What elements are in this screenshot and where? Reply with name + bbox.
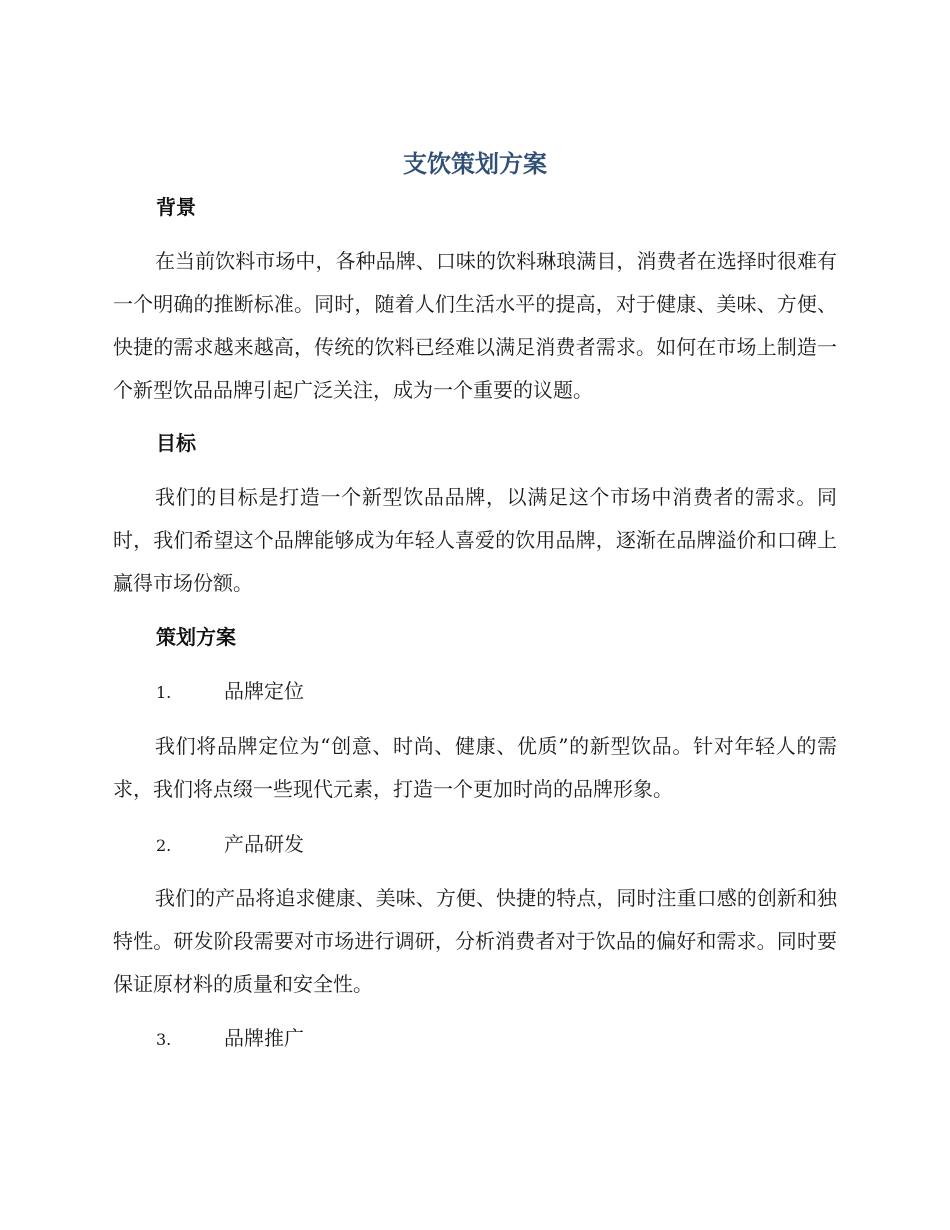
list-number: 1. — [156, 683, 172, 702]
document-title: 支饮策划方案 — [403, 150, 547, 178]
list-item-title: 品牌定位 — [224, 679, 304, 703]
list-item-product-development — [156, 829, 304, 861]
list-number: 3. — [156, 1030, 172, 1049]
paragraph-background: 在当前饮料市场中，各种品牌、口味的饮料琳琅满目，消费者在选择时很难有一个明确的推断标准。同时，随着人们生活水平的提高，对于健康、美味、方便、快捷的需求越来越高，传统的饮料已经难以满足消费者需求。如何在市场上制造一个新型饮品品牌引起广泛关注，成为一个重要的议题。 — [113, 249, 837, 402]
list-number: 2. — [156, 836, 172, 855]
paragraph-goal: 我们的目标是打造一个新型饮品品牌，以满足这个市场中消费者的需求。同时，我们希望这个品牌能够成为年轻人喜爱的饮用品牌，逐渐在品牌溢价和口碑上赢得市场份额。 — [113, 485, 837, 595]
list-item-brand-positioning — [156, 676, 304, 708]
list-item-title: 品牌推广 — [224, 1026, 304, 1050]
heading-plan: 策划方案 — [156, 625, 236, 649]
list-item-brand-promotion — [156, 1023, 304, 1055]
heading-background: 背景 — [156, 195, 196, 219]
heading-goal: 目标 — [156, 431, 196, 455]
paragraph-product-development: 我们的产品将追求健康、美味、方便、快捷的特点，同时注重口感的创新和独特性。研发阶段需要对市场进行调研，分析消费者对于饮品的偏好和需求。同时要保证原材料的质量和安全性。 — [113, 886, 837, 996]
list-item-title: 产品研发 — [224, 832, 304, 856]
paragraph-brand-positioning: 我们将品牌定位为“创意、时尚、健康、优质”的新型饮品。针对年轻人的需求，我们将点缀一些现代元素，打造一个更加时尚的品牌形象。 — [113, 734, 837, 801]
